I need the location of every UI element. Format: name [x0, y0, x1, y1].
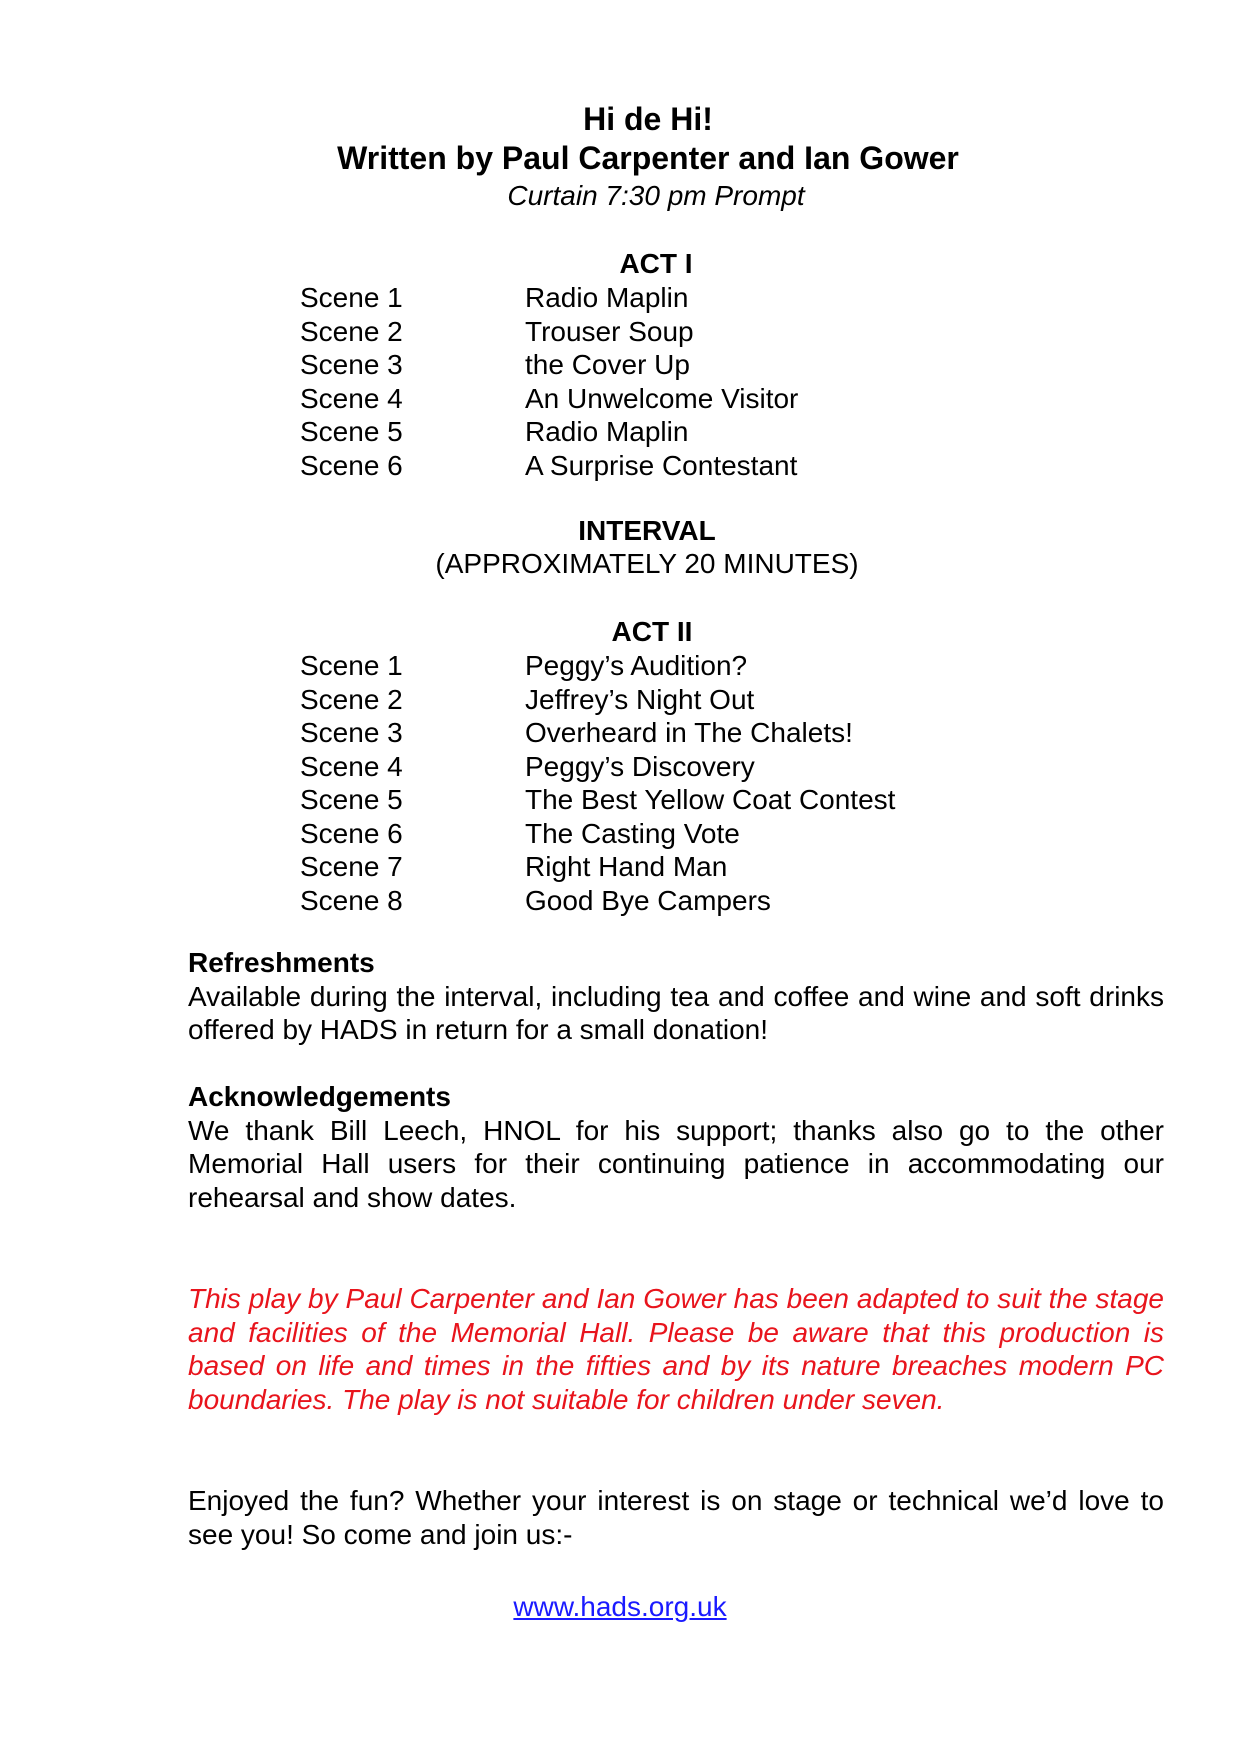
website-line: [0, 1590, 1240, 1623]
scene-number: Scene 6: [300, 449, 403, 481]
scene-title: Peggy’s Audition?: [525, 650, 748, 681]
scene-number: Scene 1: [300, 650, 403, 681]
scene-row: [300, 649, 1000, 683]
scene-number: Scene 4: [300, 382, 403, 414]
refreshments-heading: Refreshments: [188, 947, 375, 978]
scene-title: Peggy’s Discovery: [525, 750, 755, 782]
scene-number: Scene 5: [300, 784, 403, 815]
act2-heading: ACT II: [611, 616, 693, 647]
scene-row: [300, 750, 1000, 784]
scene-number: Scene 6: [300, 817, 403, 849]
adaptation-notice: [188, 1282, 1164, 1416]
interval-heading: INTERVAL: [578, 515, 716, 546]
scene-number: Scene 8: [300, 884, 403, 916]
scene-number: Scene 2: [300, 683, 403, 715]
scene-title: The Casting Vote: [525, 817, 740, 849]
website-link[interactable]: www.hads.org.uk: [513, 1591, 727, 1622]
scene-row: [300, 449, 1000, 483]
scene-row: [300, 415, 1000, 449]
scene-row: [300, 683, 1000, 717]
scene-title: A Surprise Contestant: [525, 449, 798, 481]
refreshments-text: Available during the interval, including tea and coffee and wine and soft drinks offered by HADS in return for a small donation!: [188, 980, 1164, 1045]
scene-row: [300, 315, 1000, 349]
scene-row: [300, 281, 1000, 315]
scene-number: Scene 7: [300, 851, 403, 882]
scene-title: Good Bye Campers: [525, 884, 771, 916]
scene-number: Scene 3: [300, 717, 403, 748]
scene-row: [300, 382, 1000, 416]
scene-number: Scene 2: [300, 315, 403, 347]
scene-row: [300, 884, 1000, 918]
scene-title: The Best Yellow Coat Contest: [525, 784, 896, 815]
scene-row: [300, 716, 1000, 750]
curtain-time: Curtain 7:30 pm Prompt: [507, 180, 805, 211]
authors-line: Written by Paul Carpenter and Ian Gower: [337, 140, 959, 176]
refreshments-section: [188, 946, 1164, 1047]
scene-title: Right Hand Man: [525, 851, 728, 882]
play-title: Hi de Hi!: [583, 101, 713, 137]
scene-title: Jeffrey’s Night Out: [525, 683, 755, 715]
scene-row: [300, 348, 1000, 382]
scene-number: Scene 3: [300, 349, 403, 380]
acknowledgements-section: [188, 1080, 1164, 1214]
scene-title: Radio Maplin: [525, 416, 689, 447]
act1-scene-list: [300, 281, 1000, 482]
scene-title: Trouser Soup: [525, 315, 694, 347]
join-section: [188, 1484, 1164, 1551]
scene-row: [300, 817, 1000, 851]
acknowledgements-heading: Acknowledgements: [188, 1081, 451, 1112]
act2-scene-list: [300, 649, 1000, 917]
notice-text: This play by Paul Carpenter and Ian Gower has been adapted to suit the stage and facilities of the Memorial Hall. Please be aware that this production is based on life and times in the fifties and by its nature breaches modern PC boundaries. The play is not suitable for children under seven.: [188, 1283, 1164, 1415]
scene-row: [300, 783, 1000, 817]
scene-title: the Cover Up: [525, 349, 690, 380]
scene-number: Scene 4: [300, 750, 403, 782]
join-text: Enjoyed the fun? Whether your interest is on stage or technical we’d love to see you! So come and join us:-: [188, 1485, 1164, 1550]
scene-title: Radio Maplin: [525, 282, 689, 313]
act1-heading: ACT I: [619, 248, 693, 279]
scene-title: Overheard in The Chalets!: [525, 717, 853, 748]
scene-number: Scene 1: [300, 282, 403, 313]
acknowledgements-text: We thank Bill Leech, HNOL for his support; thanks also go to the other Memorial Hall users for their continuing patience in accommodating our rehearsal and show dates.: [188, 1114, 1164, 1213]
interval-duration: (APPROXIMATELY 20 MINUTES): [435, 548, 859, 579]
scene-title: An Unwelcome Visitor: [525, 382, 799, 414]
scene-number: Scene 5: [300, 416, 403, 447]
scene-row: [300, 850, 1000, 884]
